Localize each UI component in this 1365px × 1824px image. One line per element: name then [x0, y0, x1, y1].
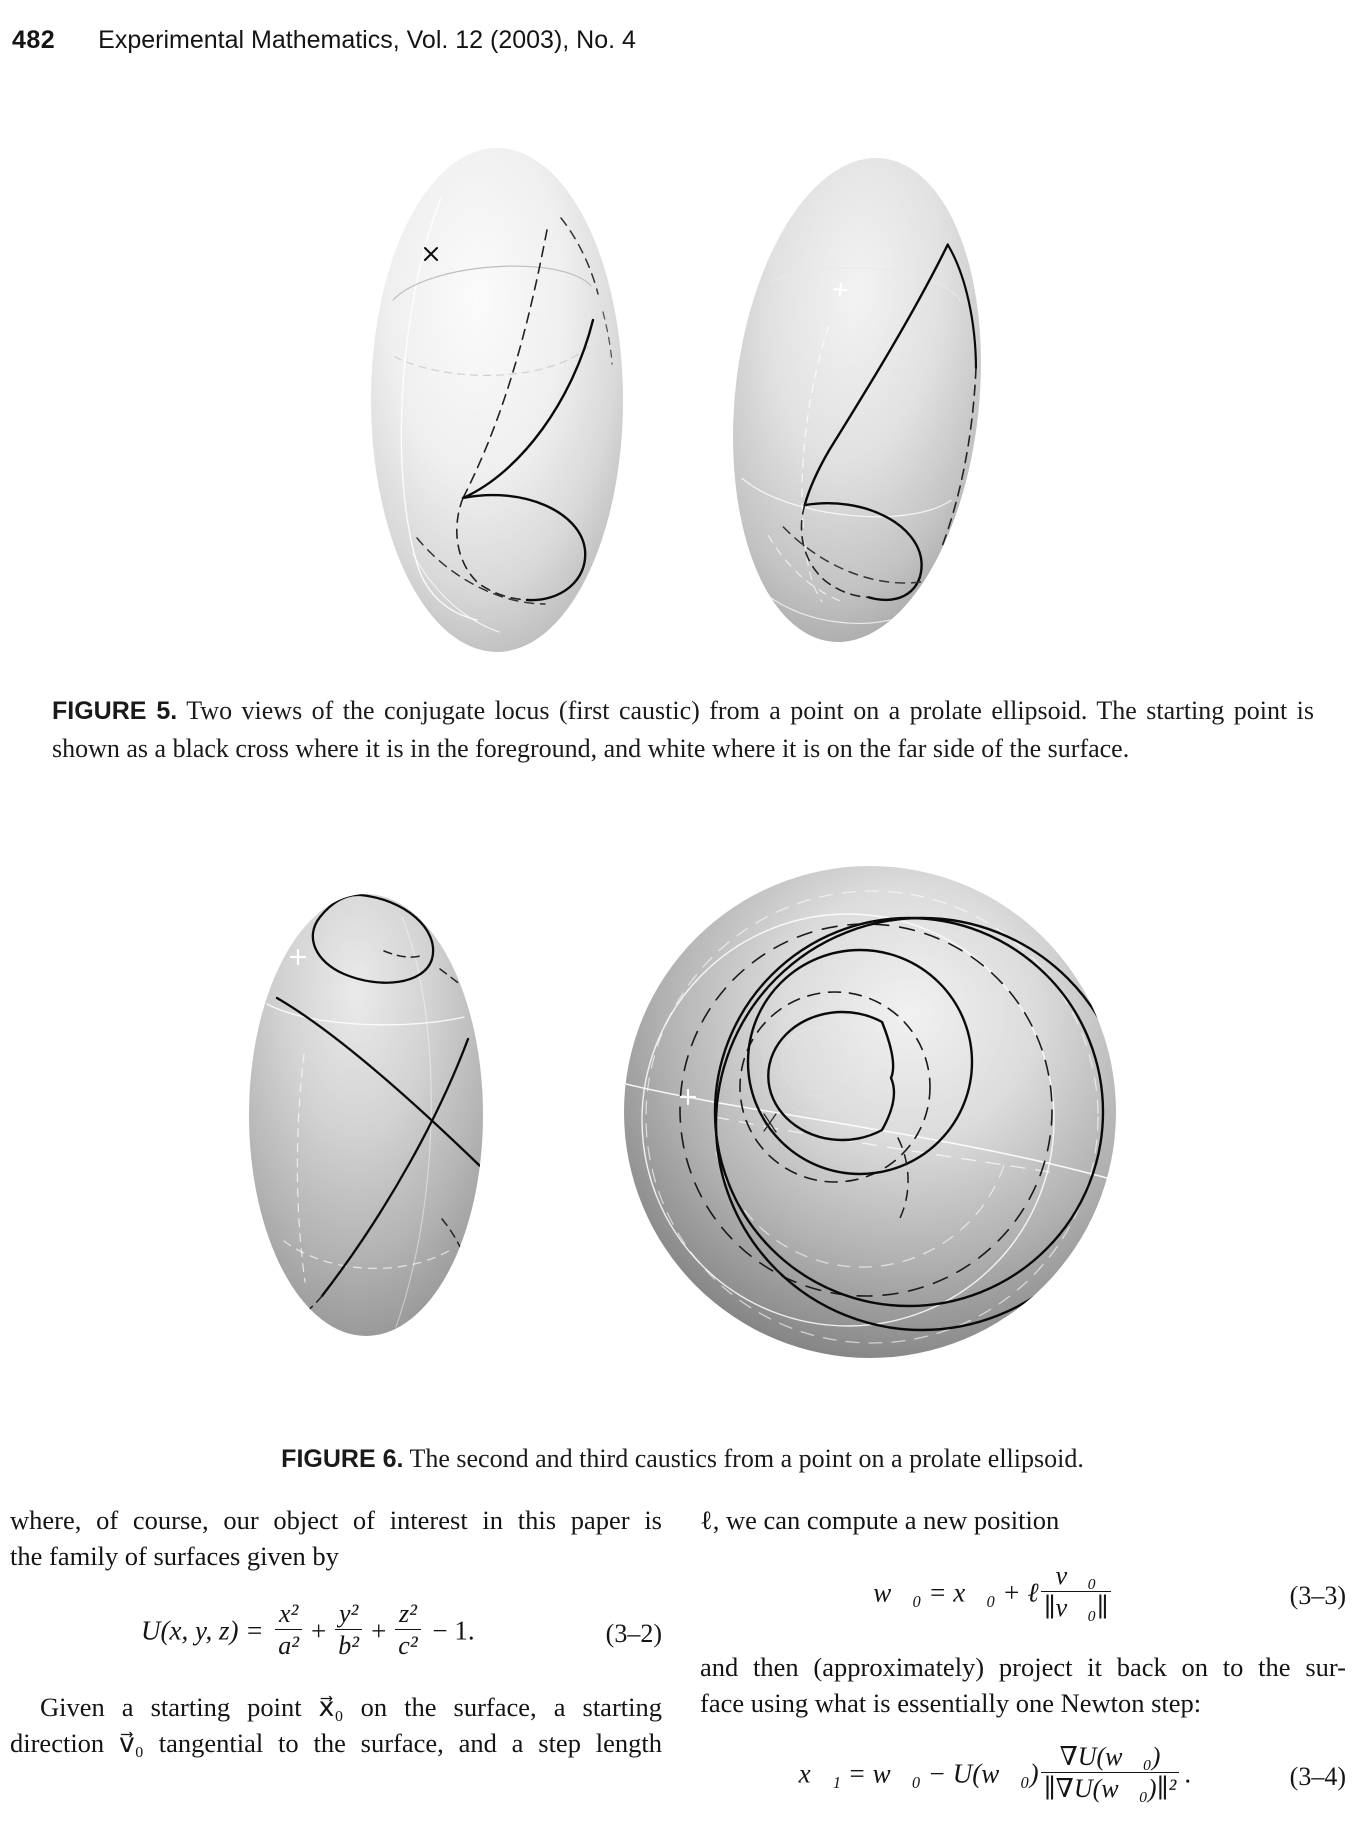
figure6-right-polar-view	[620, 862, 1120, 1362]
eq34-tail: .	[1184, 1758, 1192, 1789]
eq32-lhs: U(x, y, z) =	[141, 1615, 264, 1646]
figure5-label: FIGURE 5.	[52, 697, 178, 725]
paragraph-line: the family of surfaces given by	[10, 1541, 339, 1571]
equation-number: (3–4)	[1289, 1761, 1346, 1791]
eq34-lhs: x⃗₁ = w⃗₀ − U(w⃗₀)	[798, 1758, 1039, 1789]
running-head	[12, 26, 1352, 55]
eq32-tail: − 1.	[432, 1615, 475, 1646]
equation-3-3	[700, 1561, 1346, 1627]
fraction: $\frac{\text{x²}}{\text{a²}}$	[275, 1599, 302, 1662]
right-column	[700, 1502, 1346, 1824]
ellipsoid-surface	[249, 894, 483, 1336]
equation-3-3-body	[700, 1561, 1290, 1627]
equation-3-4-body	[700, 1742, 1290, 1808]
fraction: $\frac{\text{v⃗₀}}{\text{∥v⃗₀∥}}$	[1041, 1561, 1112, 1624]
paragraph-line: where, of course, our object of interest in this paper is	[10, 1505, 662, 1535]
ellipsoid-surface	[371, 148, 623, 652]
paragraph-line: face using what is essentially one Newton step:	[700, 1688, 1202, 1718]
ellipsoid-surface	[624, 866, 1116, 1358]
figure6-label: FIGURE 6.	[281, 1445, 404, 1473]
journal-title: Experimental Mathematics, Vol. 12 (2003), No. 4	[98, 26, 636, 54]
equation-3-2	[10, 1599, 662, 1665]
paragraph-line: Given a starting point x⃗₀ on the surface, a starting	[40, 1692, 662, 1722]
figure5-caption	[52, 692, 1314, 767]
equation-number: (3–3)	[1289, 1580, 1346, 1610]
equation-3-4	[700, 1742, 1346, 1808]
ellipsoid-surface	[725, 146, 989, 655]
eq33-lhs: w⃗₀ = x⃗₀ + ℓ	[873, 1577, 1039, 1608]
figure6-caption: FIGURE 6. The second and third caustics from a point on a prolate ellipsoid.	[281, 1444, 1084, 1473]
figure5-caption-line1: FIGURE 5. Two views of the conjugate locus (first caustic) from a point on a prolate ellipsoid. The starting point is	[52, 696, 1315, 725]
figure5-right-ellipsoid	[725, 142, 989, 658]
paragraph-line: and then (approximately) project it back on to the sur-	[700, 1652, 1346, 1682]
left-column	[10, 1502, 662, 1761]
equation-number: (3–2)	[605, 1618, 662, 1648]
page-number: 482	[12, 26, 56, 54]
fraction: $\frac{\text{y²}}{\text{b²}}$	[335, 1599, 362, 1662]
paragraph-line: direction v⃗₀ tangential to the surface, and a step length	[10, 1728, 662, 1758]
figure6-left-ellipsoid	[244, 889, 488, 1341]
figure5-caption-line2: shown as a black cross where it is in the foreground, and white where it is on the far side of the surface.	[52, 734, 1130, 763]
fraction: $\frac{\text{z²}}{\text{c²}}$	[395, 1599, 420, 1662]
equation-3-2-body: U(x, y, z) = $\frac{\text{x²}}{\text{a²}}$ + $\frac{\text{y²}}{\text{b²}}$ + $\frac{\text{z²}}{\text{c²}}$ − 1.	[141, 1599, 475, 1660]
fraction: $\frac{\text{∇U(w⃗₀)}}{\text{∥∇U(w⃗₀)∥²}}$	[1041, 1742, 1180, 1805]
figure5-left-ellipsoid	[365, 142, 629, 658]
paragraph-line: ℓ, we can compute a new position	[700, 1505, 1060, 1535]
